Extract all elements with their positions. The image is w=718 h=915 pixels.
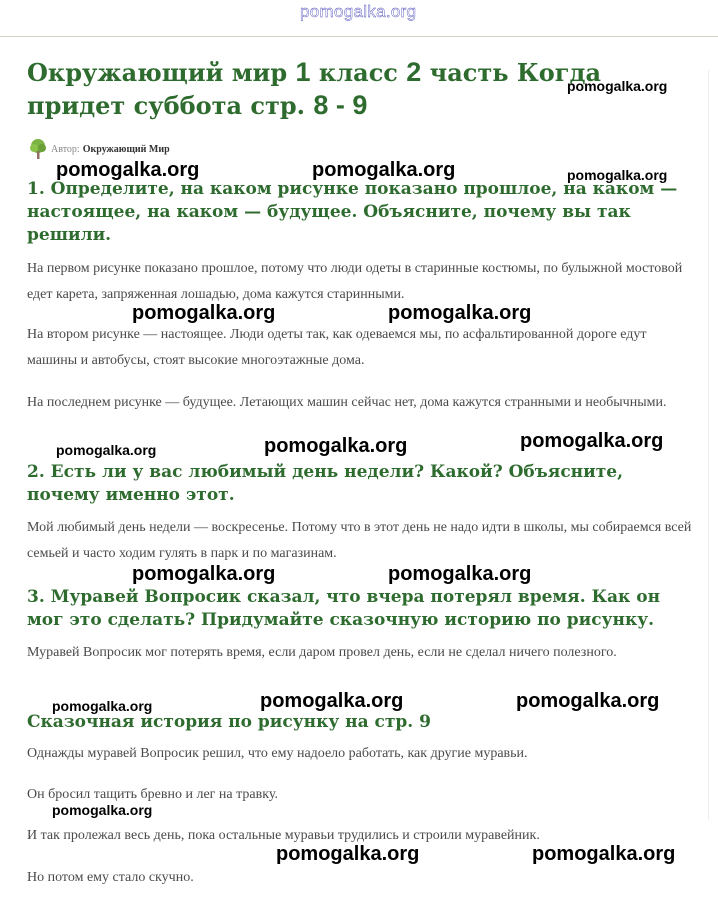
answer-1-paragraph-2: На втором рисунке — настоящее. Люди одеты так, как одеваемся мы, по асфальтированной дороге едут машины и автобусы, стоят высокие многоэтажные дома.	[27, 327, 647, 368]
watermark: pomogalka.org	[388, 563, 532, 585]
answer-1-paragraph-3: На последнем рисунке — будущее. Летающих машин сейчас нет, дома кажутся странными и необычными.	[27, 395, 667, 410]
site-logo[interactable]: pomogalka.org	[300, 2, 417, 21]
title-grade: 1	[295, 57, 311, 87]
title-part: 2	[406, 57, 422, 87]
watermark: pomogalka.org	[56, 442, 157, 458]
watermark: pomogalka.org	[52, 698, 153, 714]
author-line	[28, 138, 170, 160]
site-header	[0, 0, 718, 37]
question-2: 2. Есть ли у вас любимый день недели? Какой? Объясните, почему именно этот.	[27, 462, 624, 505]
answer-1-paragraph-1: На первом рисунке показано прошлое, потому что люди одеты в старинные костюмы, по булыжной мостовой едет карета, запряженная лошадью, дома кажутся старинными.	[27, 261, 683, 302]
title-text-3: часть Когда придет суббота стр.	[27, 58, 602, 120]
watermark: pomogalka.org	[516, 690, 660, 712]
watermark: pomogalka.org	[276, 843, 420, 865]
watermark: pomogalka.org	[388, 302, 532, 324]
watermark: pomogalka.org	[264, 435, 408, 457]
answer-2: Мой любимый день недели — воскресенье. Потому что в этот день не надо идти в школы, мы собираемся всей семьей и часто ходим гулять в парк и по магазинам.	[27, 520, 692, 561]
story-sentence-2: Он бросил тащить бревно и лег на травку.	[27, 787, 278, 802]
watermark: pomogalka.org	[520, 430, 664, 452]
story-heading: Сказочная история по рисунку на стр. 9	[27, 712, 431, 732]
watermark: pomogalka.org	[312, 159, 456, 181]
answer-3: Муравей Вопросик мог потерять время, если даром провел день, если не сделал ничего полезного.	[27, 645, 617, 660]
watermark: pomogalka.org	[532, 843, 676, 865]
story-sentence-3: И так пролежал весь день, пока остальные муравьи трудились и строили муравейник.	[27, 828, 540, 843]
title-text-2: класс	[310, 58, 407, 87]
watermark: pomogalka.org	[567, 167, 668, 183]
watermark: pomogalka.org	[567, 78, 668, 94]
watermark: pomogalka.org	[132, 302, 276, 324]
right-edge-divider	[708, 70, 709, 820]
title-pages: 8 - 9	[313, 90, 368, 120]
question-1: 1. Определите, на каком рисунке показано прошлое, на каком — настоящее, на каком — будущее. Объясните, почему вы так решили.	[27, 179, 678, 245]
watermark: pomogalka.org	[56, 159, 200, 181]
author-name[interactable]: Окружающий Мир	[82, 143, 170, 155]
title-text-1: Окружающий мир	[27, 58, 296, 87]
watermark: pomogalka.org	[52, 802, 153, 818]
story-sentence-1: Однажды муравей Вопросик решил, что ему надоело работать, как другие муравьи.	[27, 746, 528, 761]
watermark: pomogalka.org	[132, 563, 276, 585]
watermark: pomogalka.org	[260, 690, 404, 712]
tree-icon	[28, 138, 48, 160]
question-3: 3. Муравей Вопросик сказал, что вчера потерял время. Как он мог это сделать? Придумайте сказочную историю по рисунку.	[27, 587, 661, 630]
story-sentence-4: Но потом ему стало скучно.	[27, 870, 194, 885]
author-label: Автор:	[51, 143, 80, 155]
